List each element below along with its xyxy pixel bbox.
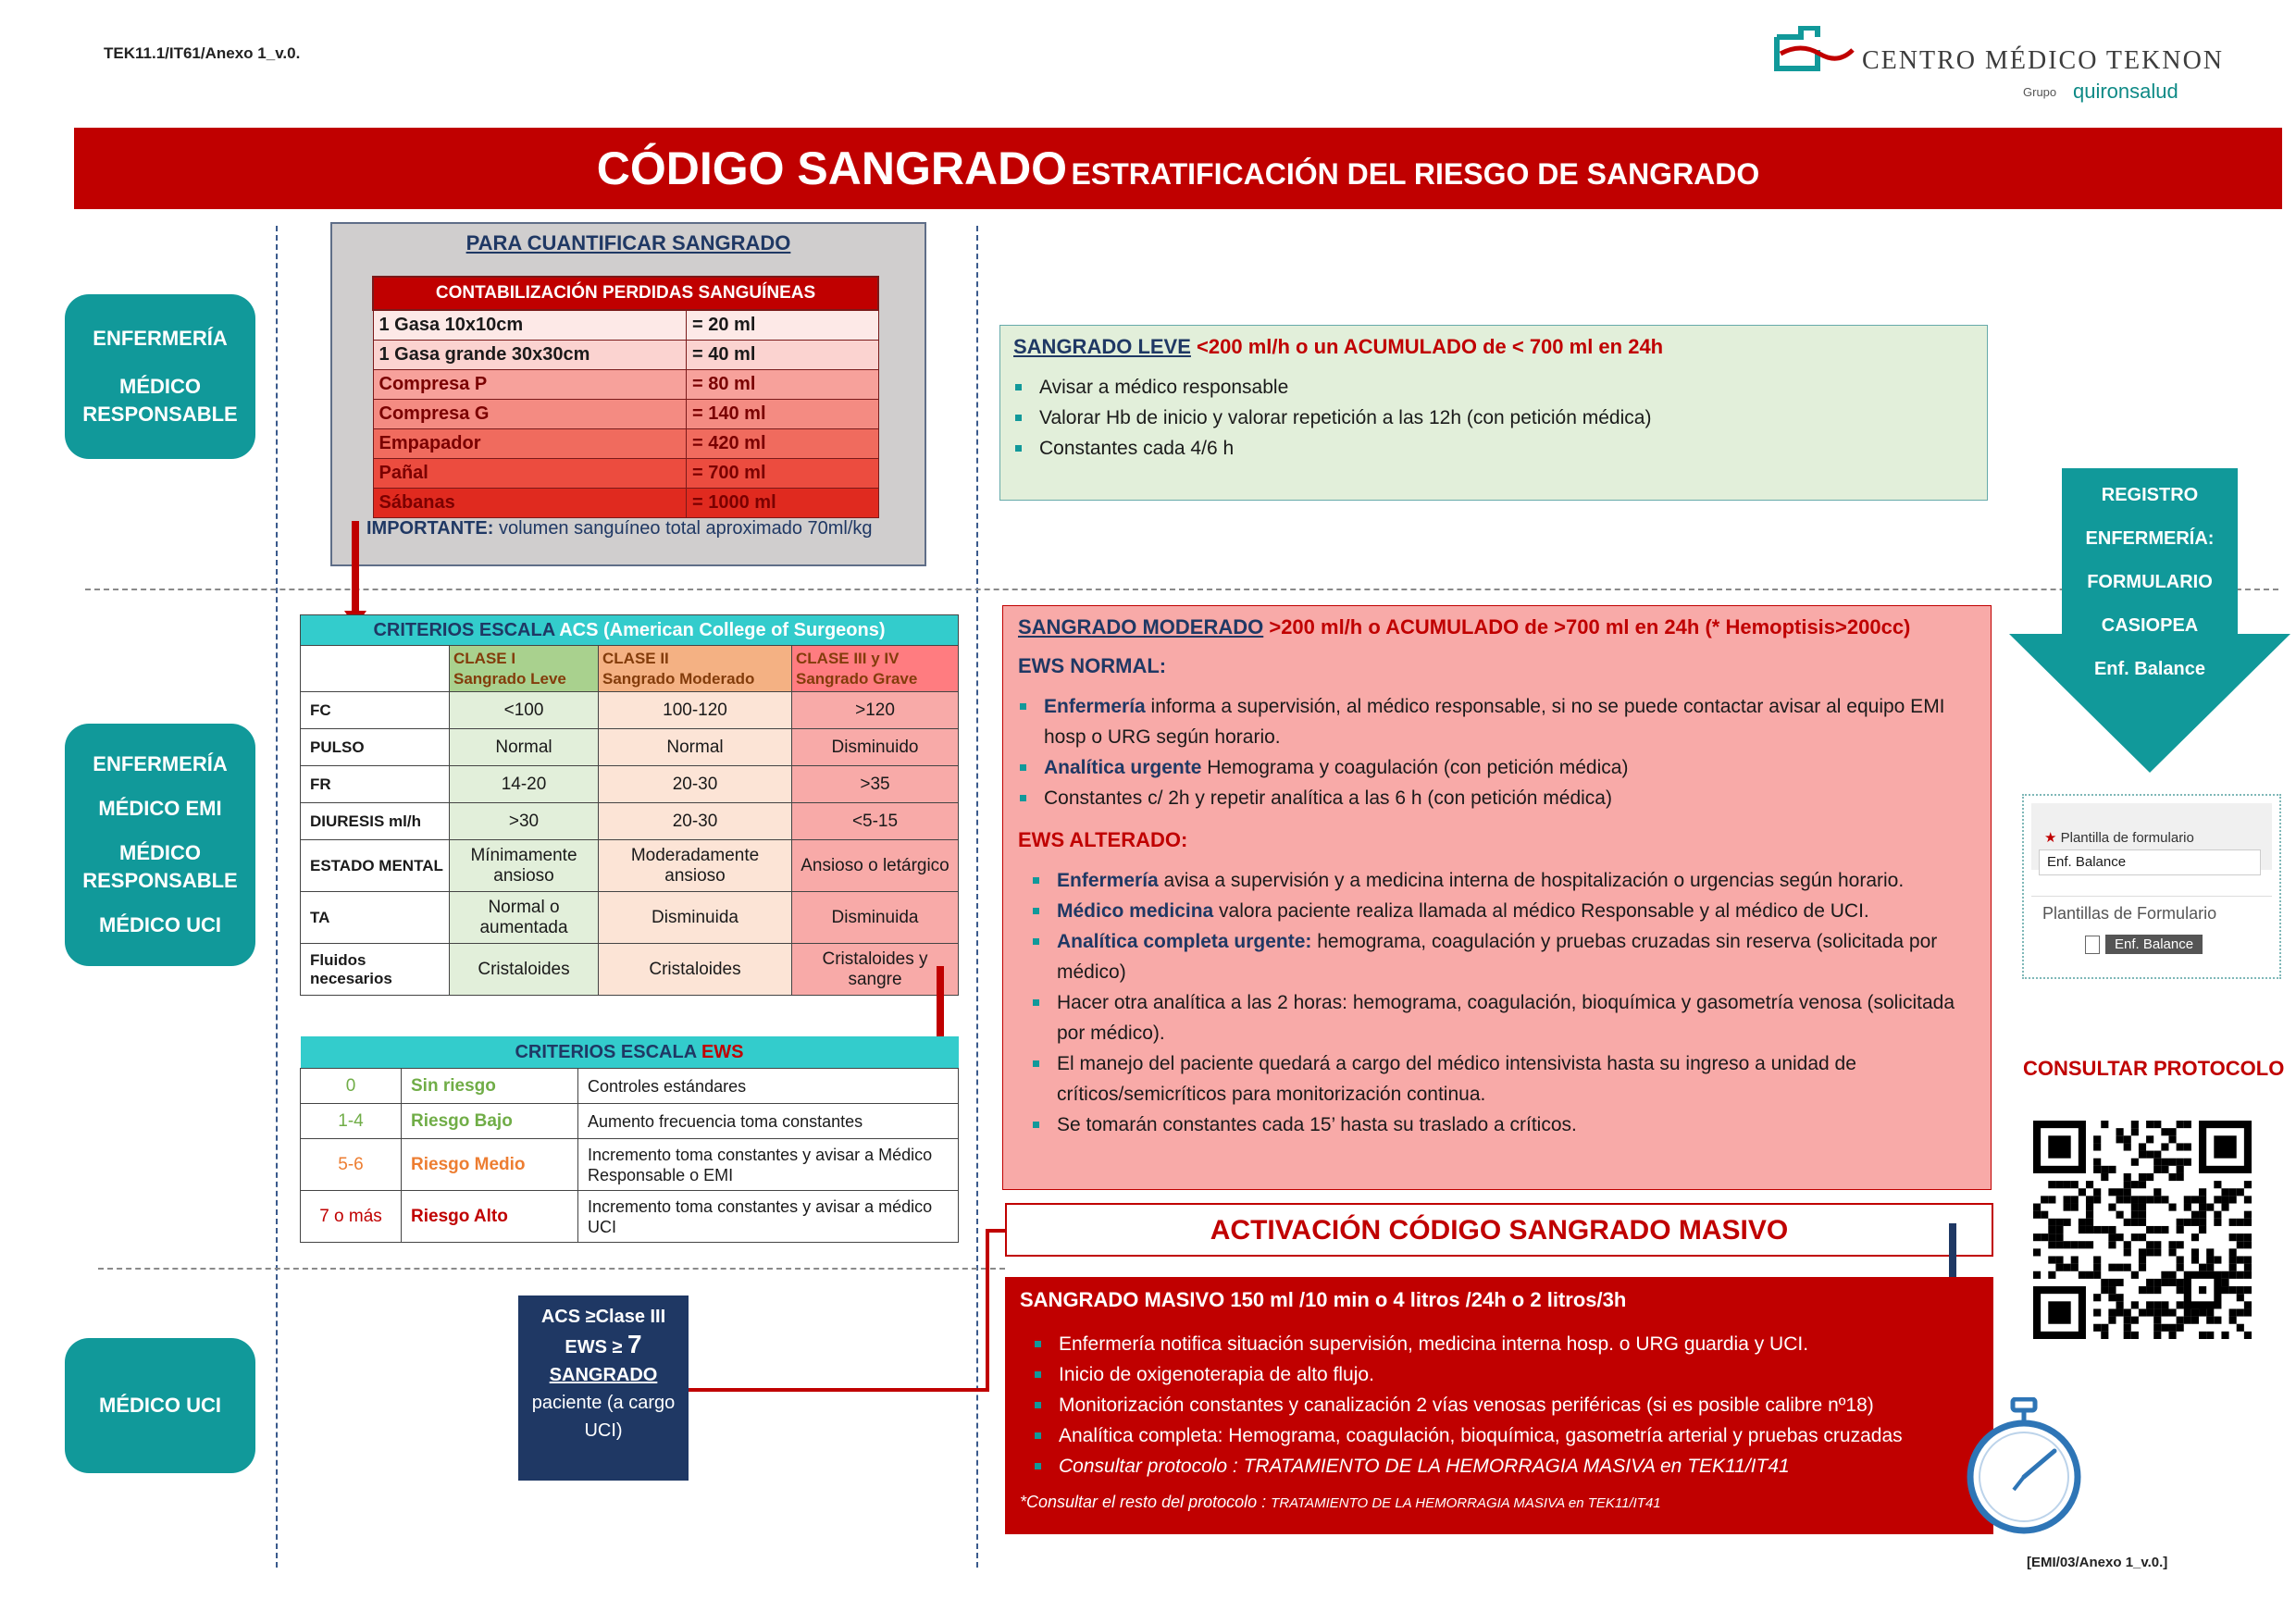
blood-loss-item: 1 Gasa 10x10cm [373,310,687,341]
logo-brand: quironsalud [2073,80,2178,103]
blood-loss-value: = 40 ml [687,341,878,370]
blood-loss-row [373,489,878,518]
mild-bleeding-heading [1000,326,1987,359]
acs-criteria-table [300,614,959,996]
moderate-bleeding-heading [1003,606,1991,639]
bleeding-action-item [1031,865,1976,896]
summary-bleeding: SANGRADO [549,1365,658,1385]
ews-normal-list [1003,678,1991,813]
ews-row [301,1139,959,1191]
form-template-widget [2022,794,2281,979]
moderate-bleeding-panel [1002,605,1992,1190]
massive-footnote [1005,1481,1993,1512]
connector-line [937,966,944,1038]
role-box-bottom [65,1338,255,1473]
role-label: ENFERMERÍA [93,327,228,350]
moderate-bleeding-title: SANGRADO MODERADO [1018,615,1264,638]
acs-class-header [450,646,599,692]
ews-title-prefix: CRITERIOS ESCALA [515,1041,701,1062]
role-label: MÉDICO UCI [99,913,221,936]
class-desc: Sangrado Leve [453,669,566,688]
acs-row [301,692,959,729]
massive-bleeding-title: SANGRADO MASIVO 150 ml /10 min o 4 litros /24h o 2 litros/3h [1020,1288,1627,1311]
role-box-middle [65,724,255,966]
massive-bleeding-item: Enfermería notifica situación supervisión, medicina interna hosp. o URG guardia y UCI. [1033,1329,1979,1359]
blood-loss-item: Sábanas [373,489,687,518]
acs-cell: Normal o aumentada [450,892,599,944]
blood-loss-value: = 420 ml [687,429,878,459]
acs-cell: Cristaloides y sangre [792,944,959,996]
acs-cell: Moderadamente ansioso [599,840,792,892]
acs-row-label: TA [301,892,450,944]
mild-bleeding-title: SANGRADO LEVE [1013,335,1191,358]
ews-row [301,1104,959,1139]
action-emphasis: Enfermería [1044,696,1146,717]
acs-row [301,803,959,840]
divider-horizontal-bottom [98,1268,1005,1270]
blood-loss-row [373,429,878,459]
qr-code-icon[interactable] [2032,1120,2253,1340]
template-field-label [2044,829,2194,846]
action-text: El manejo del paciente quedará a cargo del médico intensivista hasta su ingreso a unidad de críticos/semicríticos para monitorización continua. [1057,1053,1856,1105]
acs-cell: Normal [450,729,599,766]
summary-ews [518,1331,689,1361]
massive-bleeding-list [1005,1312,1993,1451]
blood-loss-table [372,276,879,518]
massive-bleeding-item: Analítica completa: Hemograma, coagulación, bioquímica, gasometría arterial y pruebas cruzadas [1033,1420,1979,1451]
action-emphasis: Médico medicina [1057,900,1214,922]
mild-bleeding-panel [999,325,1988,501]
acs-cell: Disminuido [792,729,959,766]
acs-row-label: ESTADO MENTAL [301,840,450,892]
banner-title: CÓDIGO SANGRADO [596,143,1068,194]
bleeding-action-item [1018,752,1976,783]
action-text: Hacer otra analítica a las 2 horas: hemograma, coagulación, bioquímica y gasometría venosa (solicitada por médico). [1057,992,1955,1044]
ews-action: Incremento toma constantes y avisar a Médico Responsable o EMI [578,1139,959,1191]
class-name: CLASE I [453,649,516,667]
acs-cell: Normal [599,729,792,766]
massive-activation-banner: ACTIVACIÓN CÓDIGO SANGRADO MASIVO [1005,1203,1993,1257]
acs-cell: 14-20 [450,766,599,803]
blood-loss-item: 1 Gasa grande 30x30cm [373,341,687,370]
uci-summary-box [518,1295,689,1481]
acs-cell: Disminuida [792,892,959,944]
acs-row [301,944,959,996]
connector-line [689,1388,989,1392]
footnote-ref: TRATAMIENTO DE LA HEMORRAGIA MASIVA en TEK11/IT41 [1271,1495,1661,1511]
ews-risk: Riesgo Medio [402,1139,578,1191]
acs-cell: 100-120 [599,692,792,729]
acs-row-label: PULSO [301,729,450,766]
action-text: Constantes c/ 2h y repetir analítica a las 6 h (con petición médica) [1044,787,1612,809]
ews-row [301,1191,959,1243]
important-note [366,518,873,539]
blood-loss-item: Compresa G [373,400,687,429]
document-code: TEK11.1/IT61/Anexo 1_v.0. [104,44,301,62]
blood-loss-row [373,459,878,489]
action-text: informa a supervisión, al médico responsable, si no se puede contactar avisar al equipo EMI hosp o URG según horario. [1044,696,1945,748]
record-line: FORMULARIO [2087,572,2213,592]
quantify-title: PARA CUANTIFICAR SANGRADO [465,231,791,254]
blood-loss-value: = 80 ml [687,370,878,400]
blood-loss-row [373,400,878,429]
acs-row-label: FC [301,692,450,729]
blood-loss-row [373,341,878,370]
action-text: hemograma, coagulación y pruebas cruzadas sin reserva (solicitada por médico) [1057,931,1938,983]
template-button[interactable]: Enf. Balance [2105,935,2203,954]
acs-row-label: Fluidos necesarios [301,944,450,996]
ews-table-title [301,1036,959,1069]
ews-title-scale: EWS [701,1041,744,1062]
ews-score: 1-4 [301,1104,402,1139]
divider-vertical-left [276,226,278,1568]
class-name: CLASE II [602,649,669,667]
blood-loss-value: = 700 ml [687,459,878,489]
ews-risk: Riesgo Bajo [402,1104,578,1139]
acs-cell: Cristaloides [599,944,792,996]
action-text: Se tomarán constantes cada 15’ hasta su traslado a críticos. [1057,1114,1577,1135]
protocol-item-text: Consultar protocolo : TRATAMIENTO DE LA HEMORRAGIA MASIVA en TEK11/IT41 [1059,1456,1790,1477]
banner-subtitle: ESTRATIFICACIÓN DEL RIESGO DE SANGRADO [1071,157,1760,191]
ews-action: Controles estándares [578,1069,959,1104]
templates-section-title: Plantillas de Formulario [2031,896,2272,931]
template-select[interactable]: Enf. Balance [2039,849,2261,875]
record-line: Enf. Balance [2093,659,2206,679]
ews-row [301,1069,959,1104]
blood-loss-row [373,310,878,341]
role-label: MÉDICO UCI [99,1394,221,1417]
record-line: REGISTRO [2101,485,2199,505]
acs-cell: >120 [792,692,959,729]
role-label: MÉDICO EMI [98,797,222,820]
blood-loss-item: Empapador [373,429,687,459]
template-item[interactable] [2085,935,2279,954]
summary-patient: paciente (a cargo UCI) [531,1393,676,1441]
connector-line [352,521,359,614]
bleeding-action-item [1031,987,1976,1048]
acs-cell: 20-30 [599,803,792,840]
summary-acs: ACS ≥Clase III [540,1307,666,1327]
bleeding-action-item [1018,691,1976,752]
ews-action: Aumento frecuencia toma constantes [578,1104,959,1139]
blood-loss-row [373,370,878,400]
acs-cell: Mínimamente ansioso [450,840,599,892]
class-name: CLASE III y IV [796,649,900,667]
mild-bleeding-list [1000,359,1987,464]
blood-loss-value: = 140 ml [687,400,878,429]
title-banner [74,128,2282,209]
blood-loss-value: = 20 ml [687,310,878,341]
acs-cell: >35 [792,766,959,803]
acs-cell: Cristaloides [450,944,599,996]
acs-class-header [792,646,959,692]
action-text: valora paciente realiza llamada al médico Responsable y al médico de UCI. [1213,900,1869,922]
role-label: MÉDICO RESPONSABLE [82,375,238,426]
bleeding-action-item [1031,896,1976,926]
divider-vertical-center [976,226,978,1568]
massive-bleeding-item: Inicio de oxigenoterapia de alto flujo. [1033,1359,1979,1390]
acs-cell: <5-15 [792,803,959,840]
acs-row-label: FR [301,766,450,803]
connector-line [986,1229,989,1392]
blood-loss-item: Pañal [373,459,687,489]
template-label-text: Plantilla de formulario [2060,830,2194,846]
moderate-bleeding-criteria: >200 ml/h o ACUMULADO de >700 ml en 24h (* Hemoptisis>200cc) [1263,615,1911,638]
class-desc: Sangrado Grave [796,669,918,688]
ews-risk: Sin riesgo [402,1069,578,1104]
bleeding-action-item [1018,783,1976,813]
massive-bleeding-item: Monitorización constantes y canalización 2 vías venosas periféricas (si es posible calibre nº18) [1033,1390,1979,1420]
blood-loss-table-header: CONTABILIZACIÓN PERDIDAS SANGUÍNEAS [373,277,878,310]
summary-ews-label: EWS ≥ [565,1337,628,1357]
bleeding-action-item [1031,926,1976,987]
teknon-logo-icon [1773,26,1856,72]
footnote-lead: *Consultar el resto del protocolo : [1020,1493,1272,1511]
mild-bleeding-criteria: <200 ml/h o un ACUMULADO de < 700 ml en 24h [1190,335,1664,358]
mild-bleeding-item: Valorar Hb de inicio y valorar repetición a las 12h (con petición médica) [1013,403,1974,433]
logo-name: CENTRO MÉDICO TEKNON [1862,46,2225,75]
ews-score: 5-6 [301,1139,402,1191]
important-text: volumen sanguíneo total aproximado 70ml/kg [493,518,873,539]
acs-cell: 20-30 [599,766,792,803]
consult-protocol-label: CONSULTAR PROTOCOLO [2023,1057,2285,1080]
action-emphasis: Analítica urgente [1044,757,1202,778]
record-line: ENFERMERÍA: [2085,528,2215,549]
acs-title-prefix: CRITERIOS ESCALA [373,619,560,640]
class-desc: Sangrado Moderado [602,669,755,688]
acs-row [301,840,959,892]
acs-blank-cell [301,646,450,692]
action-emphasis: Analítica completa urgente: [1057,931,1312,952]
divider-horizontal-top [85,589,2278,590]
footer-code: [EMI/03/Anexo 1_v.0.] [2027,1555,2168,1570]
bleeding-action-item [1031,1048,1976,1110]
acs-cell: >30 [450,803,599,840]
acs-class-header [599,646,792,692]
stopwatch-icon [1964,1397,2084,1536]
acs-table-title [301,615,959,646]
acs-row-label: DIURESIS ml/h [301,803,450,840]
acs-row [301,766,959,803]
acs-cell: Disminuida [599,892,792,944]
mild-bleeding-item: Avisar a médico responsable [1013,372,1974,403]
action-text: avisa a supervisión y a medicina interna de hospitalización o urgencias según horario. [1158,870,1905,891]
ews-score: 0 [301,1069,402,1104]
record-line: CASIOPEA [2101,615,2199,636]
ews-criteria-table [300,1036,959,1243]
record-instructions [2062,474,2238,691]
acs-cell: Ansioso o letárgico [792,840,959,892]
logo-group: Grupo [2023,85,2057,99]
ews-altered-title: EWS ALTERADO: [1018,828,1188,851]
blood-loss-value: = 1000 ml [687,489,878,518]
role-box-top [65,294,255,459]
massive-bleeding-panel [1005,1277,1993,1534]
ews-altered-list [1003,852,1991,1140]
action-emphasis: Enfermería [1057,870,1159,891]
role-label: MÉDICO RESPONSABLE [82,841,238,892]
mild-bleeding-item: Constantes cada 4/6 h [1013,433,1974,464]
acs-row [301,729,959,766]
ews-action: Incremento toma constantes y avisar a médico UCI [578,1191,959,1243]
protocol-item [1033,1451,1979,1481]
role-label: ENFERMERÍA [93,752,228,775]
document-icon [2085,936,2100,954]
acs-cell: <100 [450,692,599,729]
acs-row [301,892,959,944]
ews-risk: Riesgo Alto [402,1191,578,1243]
ews-normal-title: EWS NORMAL: [1018,654,1167,677]
acs-title-scale: ACS (American College of Surgeons) [559,619,886,640]
blood-loss-item: Compresa P [373,370,687,400]
action-text: Hemograma y coagulación (con petición médica) [1201,757,1629,778]
required-marker-icon: ★ [2044,830,2057,846]
summary-ews-value: 7 [627,1330,642,1358]
important-label: IMPORTANTE: [366,518,494,539]
ews-score: 7 o más [301,1191,402,1243]
template-field [2031,803,2272,870]
bleeding-action-item [1031,1110,1976,1140]
